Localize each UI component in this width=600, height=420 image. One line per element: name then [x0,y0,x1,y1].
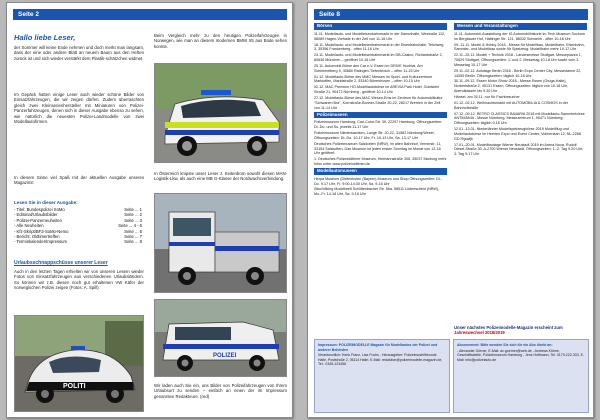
list-item: 24.11. Modellauto- und Modelleisenbahnmarkt im DB-Casino, Richardstraße 2, 80636 München – geöffnet 10-16 Uhr [314,53,443,63]
messen-heading: Messen und Veranstaltungen [454,23,587,30]
toc-page: Seite ... 6 [124,228,142,234]
next-issue-date: Jahreswechsel 2018/2019 [454,330,505,336]
polizeimuseen-heading: Polizeimuseen [314,112,447,119]
toc-label: - Titel: Bundespolizei SoMo [14,207,65,212]
list-item: Deutsches Polizeimuseum Salzkotten (NRW), im alten Bahnhof, Vernerstr. 11, 33154 Salzkotten. Das Museum ist jeden ersten Sonntag im Monat von 13-18 Uhr geöffnet. [314,141,442,156]
list-item: 09.-11.11. Model & Hobby 2018 - Messe für Modellbau, Modellbahn, Eisenbahn, Sammler- und Modellbau sowie für Spielzeug: Modellbahn mehr 10-17 Uhr [454,42,585,52]
boersen-heading: Börsen [314,23,447,30]
impressum-body: Verantwortlich: Henk Franz, Lisa Fuchs - Herausgeber: Polizeimodellfreunde Halle, Poststraße 2, 06114 Halle; E-Mail: redaktion@polizeimodelle-magazin.de, Tel.: 0345-123456 [318,353,443,366]
list-item: Polizeimuseum Niedersachsen, Lange Str. 20-22, 31582 Nienburg/Weser, Öffnungszeiten: Di.-Do. 10-17 Uhr, Fr. 10-13 Uhr, Sa. 13-17 Uhr [314,131,435,140]
polizei-lettering: POLIZEI [213,353,237,359]
list-item: 30.11.-09.12. Essen Motor Show 2018 - Messe Essen (Gruga-Halle), Norbertstraße 2, 45131 Essen, Öffnungszeiten: täglich von 10-18 Uhr, Abendkassen bis 9.30 Uhr [454,79,569,94]
list-item: 18.11. Modellauto- und Modelleisenbahnmarkt in der Eisenbahnhalle, Teichweg 3, 35396 Frankenberg - offen 11-16 Uhr [314,42,444,52]
politi-lettering: POLITI [63,383,86,390]
list-item: Hänsel, am 30.11. nur für Fachbesucher [454,94,520,99]
toc-page: Seite ... 8 [124,239,142,245]
toc-label: - Bericht: Oldtimertreffen [14,234,60,240]
table-of-contents [14,207,142,245]
photo-bmw-x5 [154,63,287,163]
impressum-title: Impressum: POLIZEIMODELLE Magazin für Modellautos der Polizei und anderer Behörden [318,343,438,352]
list-item: 1. Deutsches Polizeioldtimer Museum, Heimannstraße 306, 35037 Marburg mehr Infos unter www.polizeioldtimer.de [314,157,447,167]
toc-label: - Alle Neuheiten [14,223,44,229]
modellautomuseen-heading: Modellautomuseen [314,168,447,175]
abo-title: Abonnement: Bitte wenden Sie sich für ein Abo direkt an: [457,343,553,347]
column-b [454,23,587,158]
photo-g-klasse [154,299,287,377]
invite-caption: Wir laden auch Sie ein, uns Bilder von Polizeifahrzeugen von Ihrem Urlaubsort zu senden – einfach an einen der im Impressum genannten Redakteure. (red) [154,383,287,399]
list-item: 12.01.-13.01. Niederländer Modellspielzeugbörse 2019 Modellflug und Modellautobörse im Heerlen Expo und Event Center, Volmerlaan 12, NL-2288 GD Rijswijk [454,127,581,141]
man-truck-image [155,194,287,293]
g-klasse-image [155,300,287,377]
list-item: 25.11. Automobil-Börse des Car e.V. Essen im DRIVE Hochtal, Am Schimmelberg 9, 40880 Ratingen-Tiefenbroich – offen 11-15 Uhr [314,63,423,73]
list-item: Polizeimuseum Hamburg, Carl-Cohn-Str. 39, 22297 Hamburg, Öffnungszeiten: Di.-Do. und So. jeweils 11-17 Uhr [314,120,443,130]
editorial-title: Hallo liebe Leser, [14,33,76,42]
right-page [307,2,594,418]
bmw-caption: Beim Vergleich mehr zu den heutigen Polizeifahrzeugen in Norwegen, wie man an diesem modernen BMW X5 aus Bode sehen konnte. [154,33,287,49]
bmw-image [155,64,287,163]
toc-label: - Polizei-Panzerneuheiten [14,217,62,223]
list-item: 11.11. Automobil-Ausstellung der IG Automobilhistorie im Tech Museum Sochum im Bergbauer Hof, Hattinger Str. 121, 88332 Schwelm - offen 10-18 Uhr [454,31,585,41]
list-item: 29.11.-02.12. Autotage Berlin 2018 - Berlin Expo Center City, Messedamm 22, 14055 Berlin, Öffnungszeiten: täglich 10-18 Uhr [454,68,582,78]
abonnement-box [453,339,589,413]
page-label: Seite 8 [314,9,588,20]
toc-page: Seite ... 1 [124,207,142,212]
toc-page: Seite ... 4 - 6 [118,223,142,229]
impressum-box [314,339,450,413]
list-item: 11.11. Modellauto- und Modelleisenbahnmarkt in der Dammhalle, Westraße 112, 58089 Hagen-Vorhalle in der Zeit von 11-16 Uhr [314,31,446,41]
toc-title: Lesen Sie in dieser Ausgabe: [14,200,78,205]
toc-row [14,239,142,244]
list-item: 17.01.-20.01. Modellbautage Wiener Neustadt 2019 im Arena Nova, Rudolf Diesel-Straße 30, A-2700 Wiener Neustadt, Öffnungszeiten: 1.-2. Tag 9-20 Uhr, 3. Tag 9-17 Uhr [454,142,584,157]
toc-label: - Editorial/Urlaubsbilder [14,212,58,218]
list-item: 22.11.-25.11. Modell + Technik 2018 - Landesmesse Stuttgart, Messepiazza 1, 70629 Stuttgart, Öffnungszeiten: 1. und 2. Messetag 10-18 Uhr sowie vom 3. Messetag 10-17 Uhr [454,53,582,67]
urlaub-body: Auch in den letzten Tagen erhielten wir von unseren Lesern wieder Fotos von Einsatzfahrzeugen aus verschiedenen Urlaubsländern. So können wir z.B. diesen noch gut erhaltenen VW Käfer der norwegischen Polizei zeigen (Fotos: A. Spill). [14,269,144,291]
list-item: 01.12. Modellauto-Börse des MMC Messen im Sport- und Kulturzentrum Marktoffen, Marktstraße 2, 53340 Bönenhusen – offen 10-15 Uhr [314,74,433,84]
list-item: 07.12.-09.12. RETRO CLASSICS BAVARIA 2018 mit Modellauto-Sammlerbörse ANTIMANIA - Messe Nürnberg, Messezentrum 1, 90471 Nürnberg; Öffnungszeiten: täglich 9-18 Uhr [454,111,585,126]
toc-page: Seite ... 2 [124,212,142,218]
list-item: 02.12. MAC Premium HO-Modellautobörse im AREVIA Park Hotel, Goldstein Straße 21, 90472 Nürnberg - geöffnet 10-14 Uhr [314,85,440,95]
column-a [314,23,447,198]
editorial-body: der Sommer will keine Ende nehmen und doch merkt man langsam, dass der eine oder andere Blatt an neuem Baum aus den Heften zurück ist und sich wieder verstärkt dem Plastik-schätzchen widmet. [14,45,144,61]
photo-man-truck [154,193,287,293]
toc-page: Seite ... 3 [124,217,142,223]
urlaub-heading: Urlaubsschnappschüsse unserer Leser [14,260,108,266]
vw-kaefer-image [15,316,144,412]
list-item: 27.12. Modellauto-Börse des MAC Wesen-Ems im Zentrum für Automobilkultur "Schwanen Bra", Kornstraße-Bonner-Straße 20-22, 28217 Bremen in der Zeit von 11-14 Uhr [314,95,443,110]
page-label: Seite 2 [13,9,287,20]
next-issue-note [454,325,584,335]
abo-body: - Alexander Görner, E-Mail: ax.goerner@web.de - Andreas Kühne, Geschäftsstelle, Polizeimuseum Hamburg - Jens Hoffmann, Tel. 0179-222-333, E-Mail: info@polizeiauto.de [457,348,585,362]
man-caption: In Österreich knipste unser Leser J. Keitenborn sowohl diesen MAN-Logistik-Lkw, als auch eine MB G-Klasse der Nordwachsverbindung. [154,171,287,182]
editorial-body-2: Im Gepäck hatten einige Leser auch wieder schöne Bilder von Einsatzfahrzeugen, die wir zeigen dürfen. Zudem überraschten gleich zwei Kleinserienhersteller mit Miniaturen von Polizei-Panzerfahrzeugen, denen sich in dieser Ausgabe ebenso zu sehen, wie natürlich die neuesten Polizei-Landmodelle von zwei Modellautofirmen. [14,92,144,125]
next-issue-text: Unser nächstes Polizeimodelle-Magazin erscheint zum [454,325,563,330]
list-item: 01.12.-02.12. Weihnachtsmarkt mit AUTOMOBILIA & COSMOS in der Bahnhofstraße [454,100,569,110]
left-page [6,2,293,418]
toc-label: - Terminkalender/Impressum [14,239,67,245]
list-item: Herpa Museum (Dietenhofen (Bayern) Museum und Shop Öffnungszeiten: Di.-Do. 9-17 Uhr, Fr. 9:00-14:30 Uhr, Sa. 9-16 Uhr [314,176,443,186]
toc-page: Seite ... 7 [124,234,142,240]
toc-label: - Kfz-Skript/BF3-SoMo-Nemo [14,228,69,234]
editorial-body-3: In diesem Sinne viel Spaß mit der aktuellen Ausgabe unseres Magazins! [14,175,144,186]
photo-vw-kaefer [14,315,144,412]
list-item: Siku/Wiking Modellwelt Schlittenbacher Str. 56a, 58511 Lüdenscheid (NRW), Mo.-Fr. 14-18 Uhr, Sa. 9-16 Uhr [314,187,440,197]
